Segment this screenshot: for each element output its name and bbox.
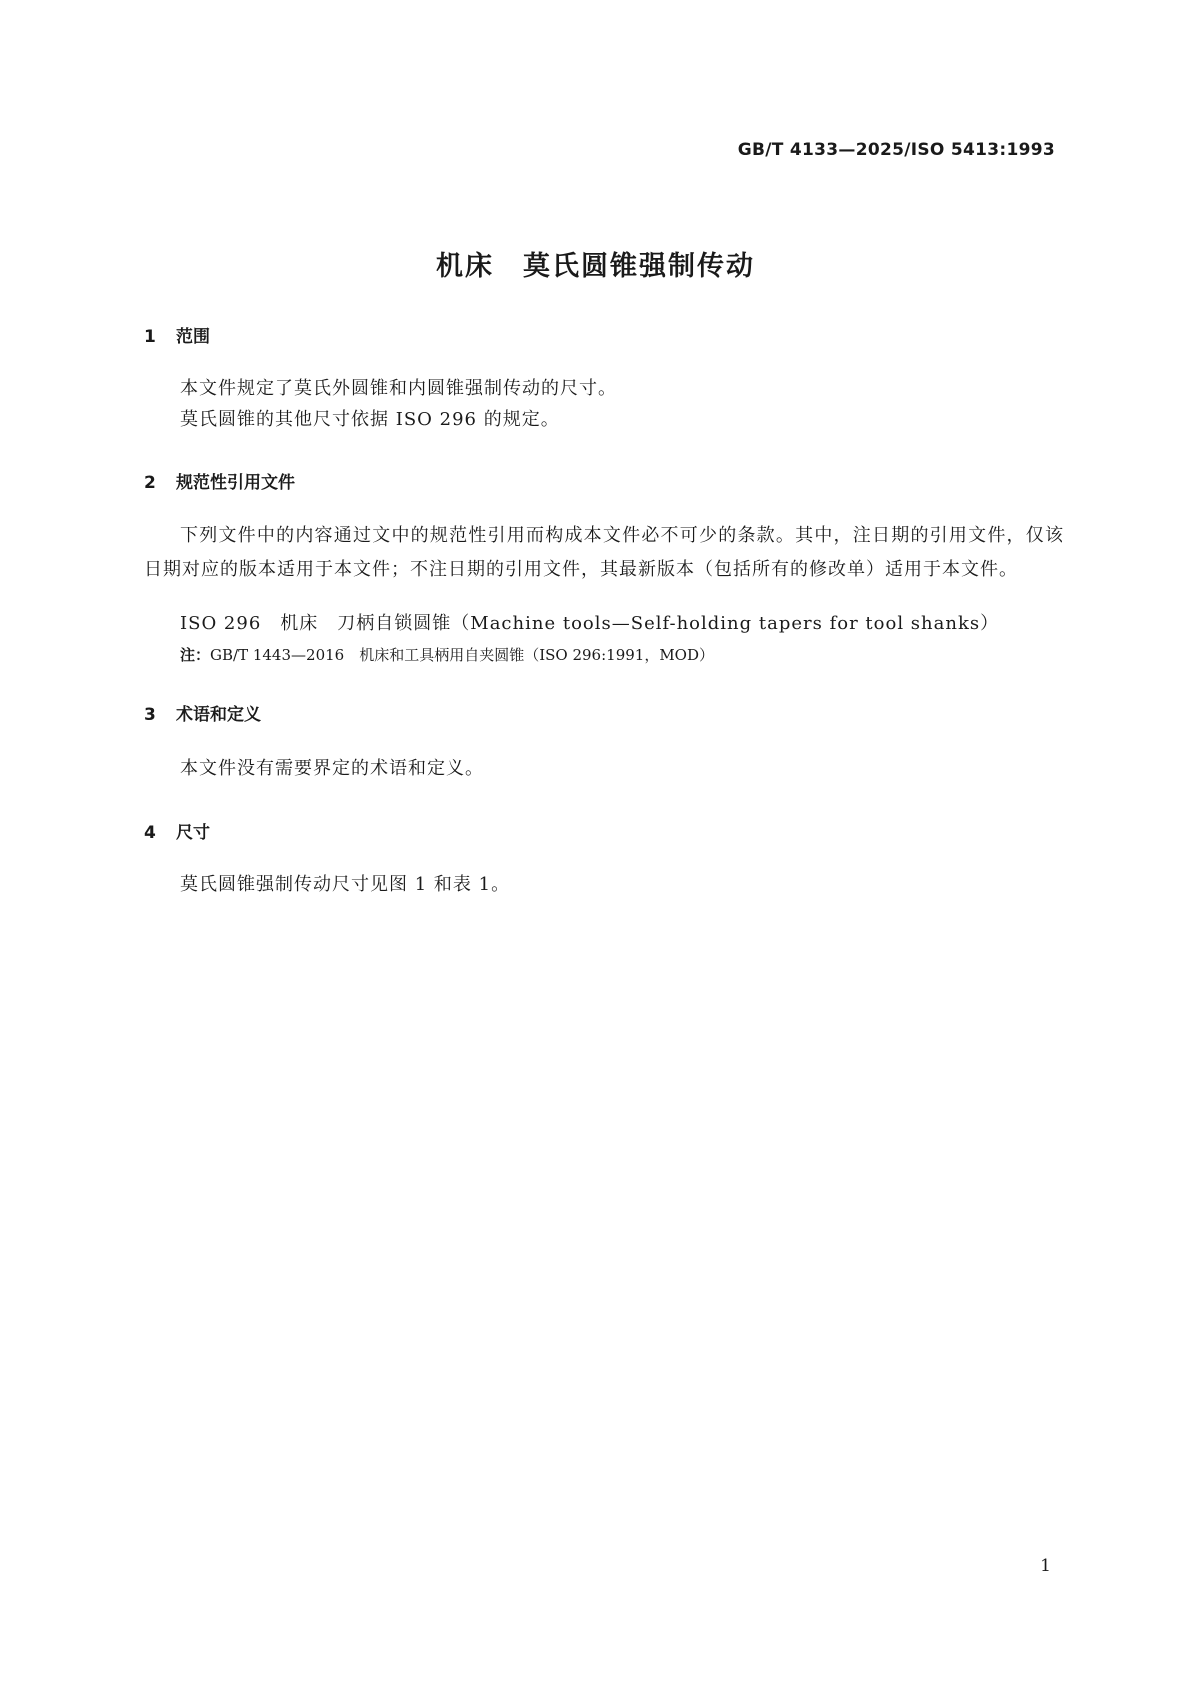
section-2-heading <box>144 468 295 493</box>
page-number: 1 <box>1040 1556 1051 1576</box>
reference-note <box>180 644 714 665</box>
section-number: 4 <box>144 823 156 843</box>
standard-number: GB/T 4133—2025/ISO 5413:1993 <box>737 140 1055 160</box>
section-number: 1 <box>144 327 156 347</box>
section-number: 2 <box>144 473 156 493</box>
section-1-heading <box>144 322 210 347</box>
section-number: 3 <box>144 705 156 725</box>
section-title: 规范性引用文件 <box>176 473 295 493</box>
section-title: 术语和定义 <box>176 705 261 725</box>
section-1-paragraph-1: 本文件规定了莫氏外圆锥和内圆锥强制传动的尺寸。 <box>180 378 617 399</box>
section-3-heading <box>144 700 261 725</box>
section-2-paragraph-1: 下列文件中的内容通过文中的规范性引用而构成本文件必不可少的条款。其中，注日期的引用文件，仅该日期对应的版本适用于本文件；不注日期的引用文件，其最新版本（包括所有的修改单）适用于本文件。 <box>144 525 1064 580</box>
section-4-paragraph-1: 莫氏圆锥强制传动尺寸见图 1 和表 1。 <box>180 874 511 895</box>
note-text: GB/T 1443—2016 机床和工具柄用自夹圆锥（ISO 296:1991，MOD） <box>210 646 715 664</box>
section-1-paragraph-2: 莫氏圆锥的其他尺寸依据 ISO 296 的规定。 <box>180 409 560 430</box>
document-title: 机床 莫氏圆锥强制传动 <box>436 251 755 282</box>
section-title: 尺寸 <box>176 823 210 843</box>
normative-reference: ISO 296 机床 刀柄自锁圆锥（Machine tools—Self-holding tapers for tool shanks） <box>180 613 1000 634</box>
section-3-paragraph-1: 本文件没有需要界定的术语和定义。 <box>180 758 484 779</box>
section-title: 范围 <box>176 327 210 347</box>
section-4-heading <box>144 818 210 843</box>
note-label: 注： <box>180 646 211 664</box>
